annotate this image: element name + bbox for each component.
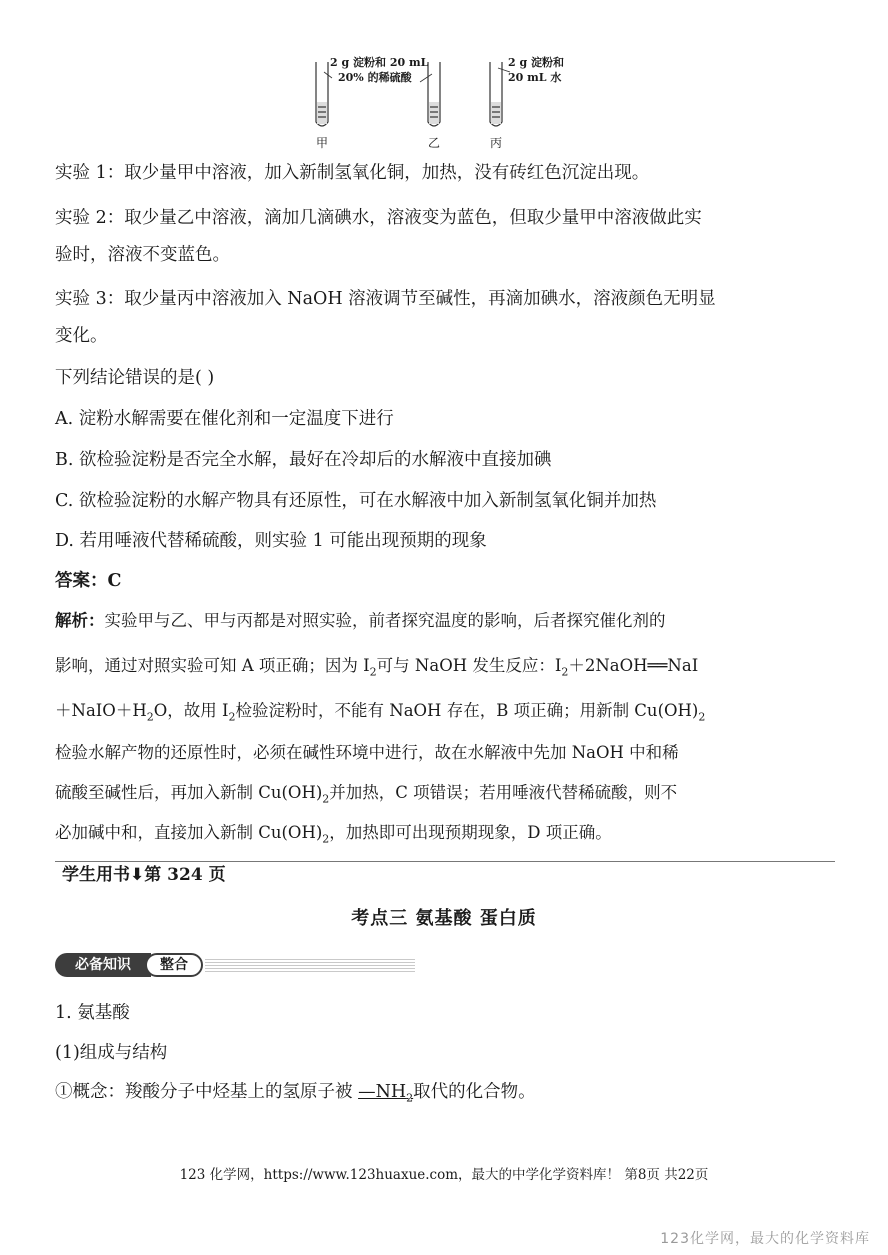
heading-amino-acid: 1. 氨基酸 <box>55 1003 130 1023</box>
experiment-2-line2: 验时，溶液不变蓝色。 <box>55 245 230 265</box>
analysis-3a: ＋NaIO＋H <box>55 701 147 720</box>
concept-tail: 取代的化合物。 <box>413 1082 536 1102</box>
option-d: D. 若用唾液代替稀硫酸，则实验 1 可能出现预期的现象 <box>55 531 487 551</box>
concept-text: ①概念：羧酸分子中烃基上的氢原子被 <box>55 1082 359 1102</box>
analysis-6a: 必加碱中和，直接加入新制 Cu(OH) <box>55 823 323 842</box>
analysis-text-1: 实验甲与乙、甲与丙都是对照实验，前者探究温度的影响，后者探究催化剂的 <box>104 611 666 630</box>
analysis-2c: ＋2NaOH══NaI <box>568 656 699 675</box>
book-ref-page: 第 324 页 <box>144 865 226 885</box>
tube-bing <box>490 62 502 126</box>
option-a: A. 淀粉水解需要在催化剂和一定温度下进行 <box>55 409 394 429</box>
section-title: 考点三 氨基酸 蛋白质 <box>351 908 537 929</box>
answer-label: 答案： <box>55 571 108 591</box>
analysis-5b: 并加热，C 项错误；若用唾液代替稀硫酸，则不 <box>329 783 678 802</box>
analysis-line2 <box>55 655 698 683</box>
analysis-2a: 影响，通过对照实验可知 A 项正确；因为 I <box>55 656 370 675</box>
question-stem: 下列结论错误的是( ) <box>55 368 215 388</box>
analysis-5a: 硫酸至碱性后，再加入新制 Cu(OH) <box>55 783 323 802</box>
section-divider <box>55 861 835 862</box>
label-bing: 丙 <box>490 136 503 150</box>
down-arrow-icon: ⬇ <box>130 865 145 885</box>
subscript: 2 <box>561 665 569 679</box>
experiment-2-line1: 实验 2：取少量乙中溶液，滴加几滴碘水，溶液变为蓝色，但取少量甲中溶液做此实 <box>55 208 702 228</box>
experiment-3-line2: 变化。 <box>55 326 108 346</box>
label-jia: 甲 <box>316 136 329 150</box>
subscript: 2 <box>322 792 330 806</box>
tube-jia <box>316 62 328 126</box>
subscript: 2 <box>369 665 377 679</box>
option-c: C. 欲检验淀粉的水解产物具有还原性，可在水解液中加入新制氢氧化铜并加热 <box>55 491 657 511</box>
experiment-1: 实验 1：取少量甲中溶液，加入新制氢氧化铜，加热，没有砖红色沉淀出现。 <box>55 163 650 183</box>
banner-stripes <box>205 959 415 973</box>
caption-left-line2: 20% 的稀硫酸 <box>338 71 412 84</box>
subscript: 2 <box>698 710 706 724</box>
banner-right-label: 整合 <box>145 953 203 977</box>
analysis-6b: ，加热即可出现预期现象，D 项正确。 <box>329 823 612 842</box>
tube-yi <box>428 62 440 126</box>
subscript: 2 <box>406 1091 414 1105</box>
analysis-label: 解析： <box>55 611 105 630</box>
page-footer: 123 化学网，https://www.123huaxue.com，最大的中学化学资料库！ 第8页 共22页 <box>179 1167 709 1183</box>
book-reference <box>62 864 226 886</box>
analysis-3b: O，故用 I <box>153 701 229 720</box>
analysis-2b: 可与 NaOH 发生反应：I <box>376 656 562 675</box>
book-ref-text: 学生用书 <box>62 865 130 885</box>
answer-value: C <box>107 571 122 591</box>
experiment-3-line1: 实验 3：取少量丙中溶液加入 NaOH 溶液调节至碱性，再滴加碘水，溶液颜色无明显 <box>55 289 716 309</box>
label-yi: 乙 <box>428 136 441 150</box>
heading-structure: (1)组成与结构 <box>55 1043 168 1063</box>
caption-left-line1: 2 g 淀粉和 20 mL <box>330 56 429 69</box>
amino-group <box>358 1082 414 1105</box>
option-b: B. 欲检验淀粉是否完全水解，最好在冷却后的水解液中直接加碘 <box>55 450 552 470</box>
banner-left-label: 必备知识 <box>55 953 151 977</box>
pointer-line <box>420 74 432 82</box>
caption-right-line2: 20 mL 水 <box>508 71 562 84</box>
subscript: 2 <box>146 710 154 724</box>
subscript: 2 <box>228 710 236 724</box>
analysis-line3 <box>55 700 705 728</box>
analysis-line5 <box>55 782 677 810</box>
subscript: 2 <box>322 832 330 846</box>
watermark: 123化学网，最大的化学资料库 <box>660 1231 870 1247</box>
amino-group-text: —NH <box>358 1082 407 1102</box>
analysis-line4: 检验水解产物的还原性时，必须在碱性环境中进行，故在水解液中先加 NaOH 中和稀 <box>55 743 679 762</box>
analysis-3c: 检验淀粉时，不能有 NaOH 存在，B 项正确；用新制 Cu(OH) <box>235 701 699 720</box>
answer <box>55 570 121 592</box>
test-tube-figure <box>300 52 590 150</box>
caption-right-line1: 2 g 淀粉和 <box>508 56 565 69</box>
analysis-line1 <box>55 610 666 632</box>
analysis-line6 <box>55 822 612 850</box>
concept-line <box>55 1081 536 1110</box>
